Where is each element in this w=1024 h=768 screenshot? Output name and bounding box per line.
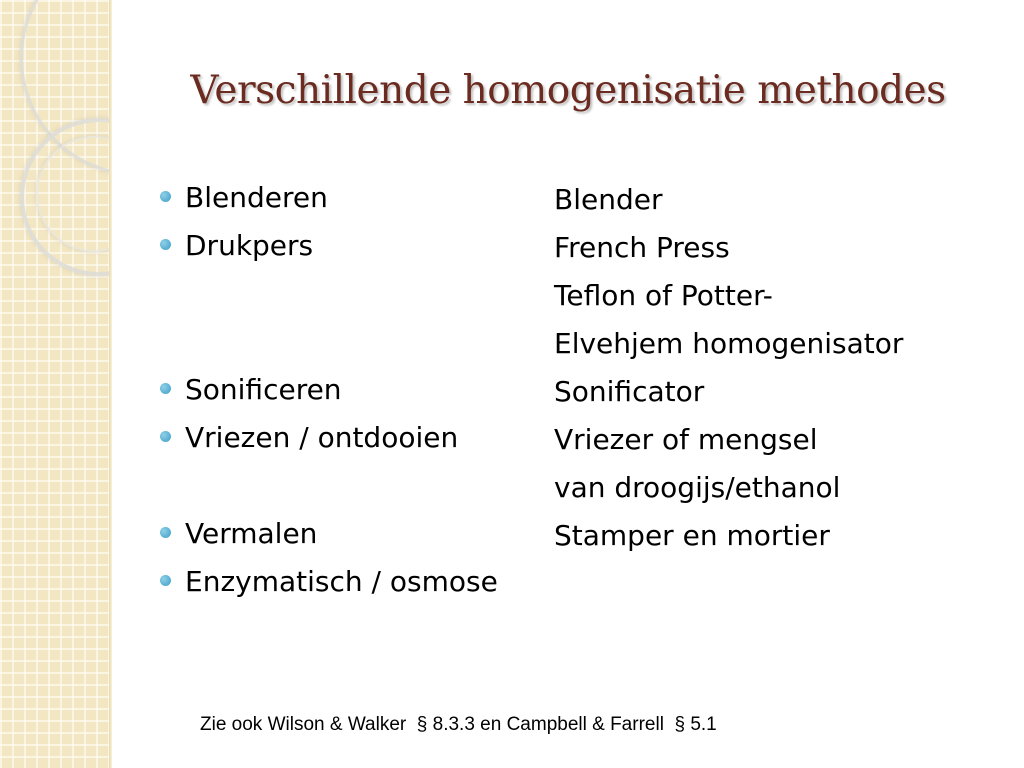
- device-label: [554, 560, 994, 608]
- bullet-icon: [160, 239, 171, 250]
- bullet-icon: [160, 383, 171, 394]
- bullet-icon: [160, 527, 171, 538]
- bullet-icon: [160, 575, 171, 586]
- bullet-icon: [160, 431, 171, 442]
- device-label: Blender: [554, 183, 663, 216]
- method-label: Sonificeren: [185, 373, 342, 406]
- method-label: Vriezen / ontdooien: [185, 421, 459, 454]
- method-label: Drukpers: [185, 229, 314, 262]
- list-item-continuation: [160, 272, 994, 368]
- device-label: [554, 416, 994, 512]
- device-label: French Press: [554, 231, 730, 264]
- device-line: van droogijs/ethanol: [554, 471, 841, 504]
- device-line: Elvehjem homogenisator: [554, 327, 904, 360]
- device-label: [554, 272, 994, 368]
- method-label: Vermalen: [185, 517, 318, 550]
- method-label: Blenderen: [185, 181, 328, 214]
- methods-list: [160, 176, 994, 608]
- device-label: Stamper en mortier: [554, 519, 830, 552]
- decorative-side-panel: [0, 0, 112, 768]
- list-item-vriezen: [160, 416, 994, 512]
- device-label: Sonificator: [554, 375, 705, 408]
- bullet-icon: [160, 191, 171, 202]
- slide-title: Verschillende homogenisatie methodes: [190, 68, 946, 113]
- list-item-sonificeren: [160, 368, 994, 416]
- list-item-enzymatisch: [160, 560, 994, 608]
- device-line: Vriezer of mengsel: [554, 423, 818, 456]
- device-line: Teflon of Potter-: [554, 279, 773, 312]
- method-label: Enzymatisch / osmose: [185, 565, 498, 598]
- list-item-vermalen: [160, 512, 994, 560]
- footnote-reference: Zie ook Wilson & Walker § 8.3.3 en Campbell & Farrell § 5.1: [200, 714, 717, 735]
- list-item-blenderen: [160, 176, 994, 224]
- list-item-drukpers: [160, 224, 994, 272]
